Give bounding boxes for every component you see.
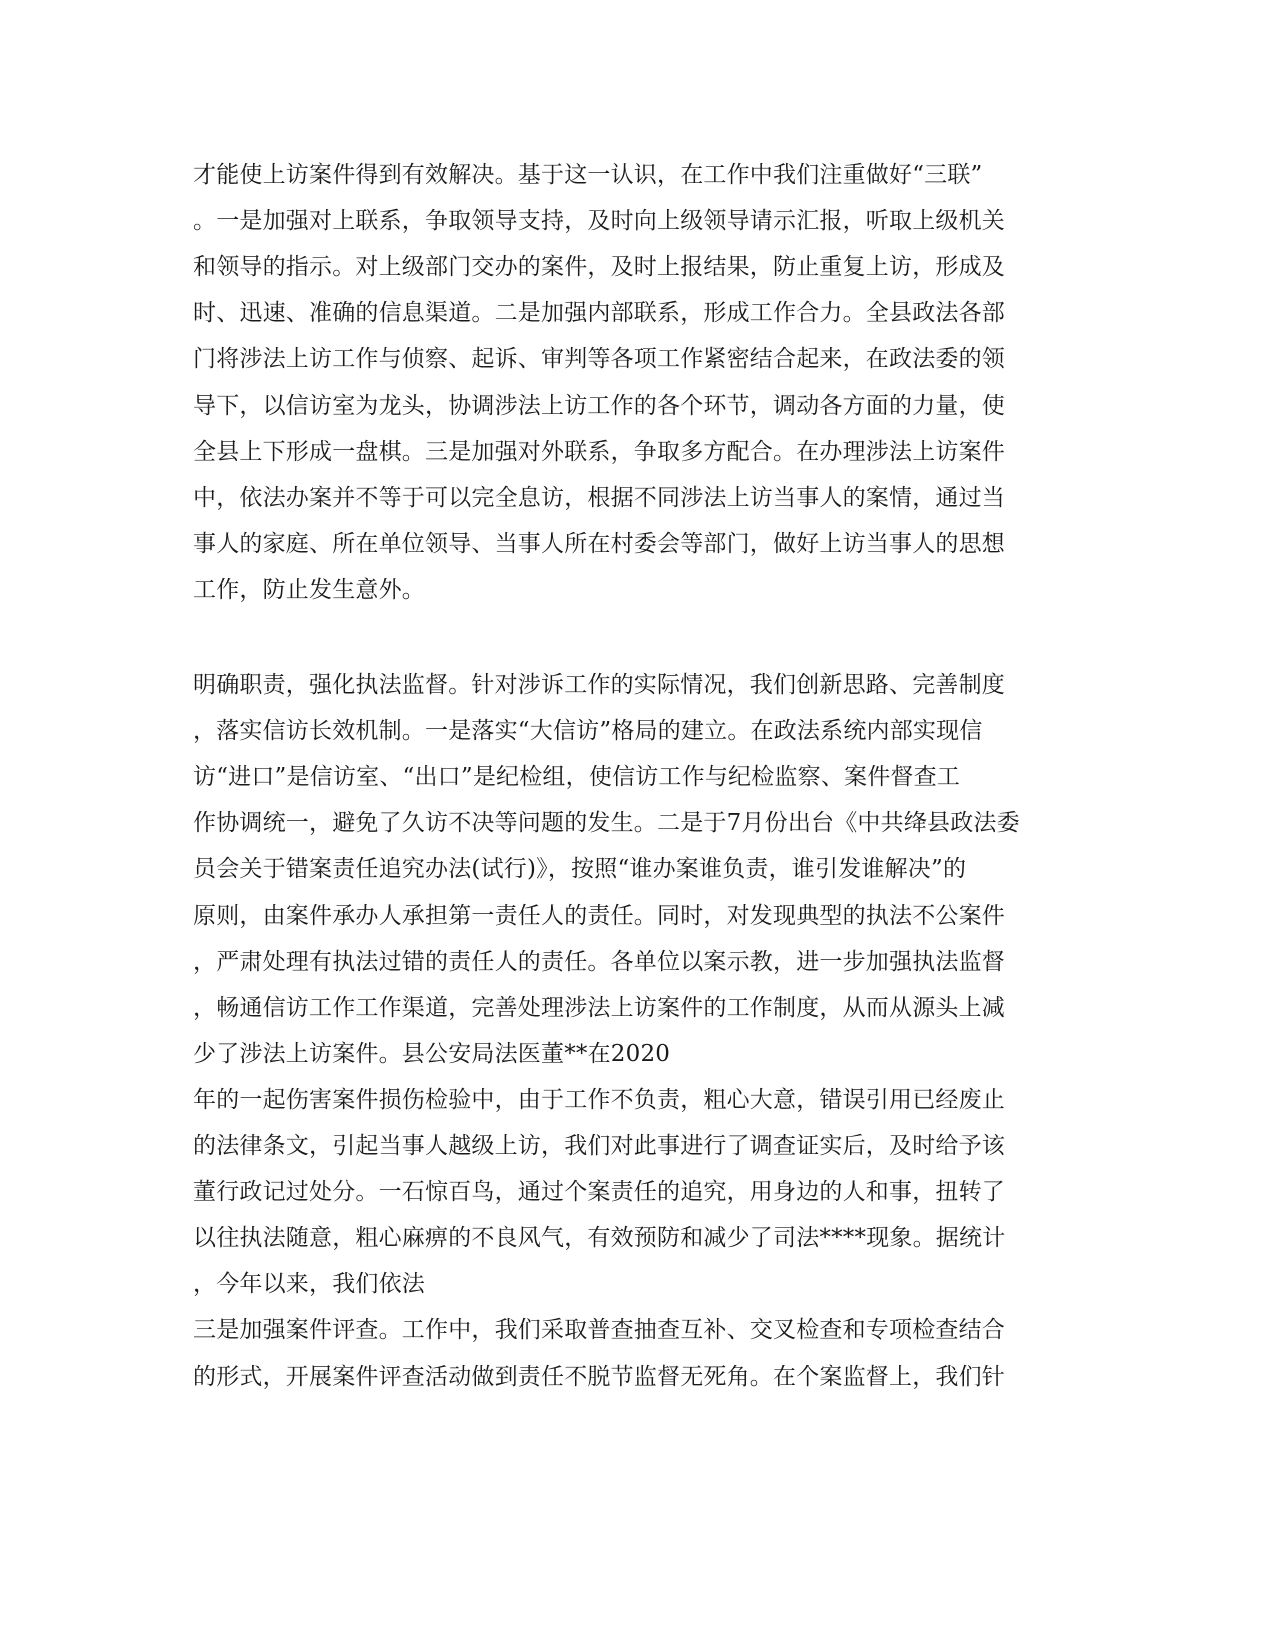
text-line: 年的一起伤害案件损伤检验中，由于工作不负责，粗心大意，错误引用已经废止 — [193, 1086, 1005, 1113]
text-line: 全县上下形成一盘棋。三是加强对外联系，争取多方配合。在办理涉法上访案件 — [193, 438, 1005, 465]
text-line: 和领导的指示。对上级部门交办的案件，及时上报结果，防止重复上访，形成及 — [193, 254, 1005, 281]
text-line: 才能使上访案件得到有效解决。基于这一认识，在工作中我们注重做好“三联” — [193, 162, 983, 188]
text-line: 三是加强案件评查。工作中，我们采取普查抽查互补、交叉检查和专项检查结合 — [193, 1317, 1005, 1344]
text-line: 中，依法办案并不等于可以完全息访，根据不同涉法上访当事人的案情，通过当 — [193, 484, 1005, 511]
text-line: 员会关于错案责任追究办法(试行)》，按照“谁办案谁负责，谁引发谁解决”的 — [193, 856, 967, 883]
text-line: 工作，防止发生意外。 — [193, 576, 425, 603]
text-line: 的形式，开展案件评查活动做到责任不脱节监督无死角。在个案监督上，我们针 — [193, 1363, 1005, 1390]
text-line: 导下，以信访室为龙头，协调涉法上访工作的各个环节，调动各方面的力量，使 — [193, 392, 1005, 419]
text-line: 少了涉法上访案件。县公安局法医董**在2020 — [193, 1040, 671, 1067]
text-line: 。一是加强对上联系，争取领导支持，及时向上级领导请示汇报，听取上级机关 — [193, 208, 1005, 235]
text-line: ，严肃处理有执法过错的责任人的责任。各单位以案示教，进一步加强执法监督 — [193, 948, 1005, 975]
text-line: 访“进口”是信访室、“出口”是纪检组，使信访工作与纪检监察、案件督查工 — [193, 764, 961, 791]
text-line: 董行政记过处分。一石惊百鸟，通过个案责任的追究，用身边的人和事，扭转了 — [193, 1179, 1005, 1206]
text-line: ，落实信访长效机制。一是落实“大信访”格局的建立。在政法系统内部实现信 — [193, 718, 983, 745]
text-line: 明确职责，强化执法监督。针对涉诉工作的实际情况，我们创新思路、完善制度 — [193, 672, 1005, 698]
text-line: 作协调统一，避免了久访不决等问题的发生。二是于7月份出台《中共绛县政法委 — [193, 810, 1020, 837]
text-line: ，畅通信访工作工作渠道，完善处理涉法上访案件的工作制度，从而从源头上减 — [193, 994, 1005, 1021]
text-line: ，今年以来，我们依法 — [193, 1271, 425, 1298]
text-line: 原则，由案件承办人承担第一责任人的责任。同时，对发现典型的执法不公案件 — [193, 902, 1005, 929]
text-line: 事人的家庭、所在单位领导、当事人所在村委会等部门，做好上访当事人的思想 — [193, 530, 1005, 557]
text-line: 门将涉法上访工作与侦察、起诉、审判等各项工作紧密结合起来，在政法委的领 — [193, 346, 1005, 373]
text-line: 以往执法随意，粗心麻痹的不良风气，有效预防和减少了司法****现象。据统计 — [193, 1225, 1006, 1252]
text-line: 的法律条文，引起当事人越级上访，我们对此事进行了调查证实后，及时给予该 — [193, 1133, 1005, 1159]
text-line: 时、迅速、准确的信息渠道。二是加强内部联系，形成工作合力。全县政法各部 — [193, 300, 1005, 327]
